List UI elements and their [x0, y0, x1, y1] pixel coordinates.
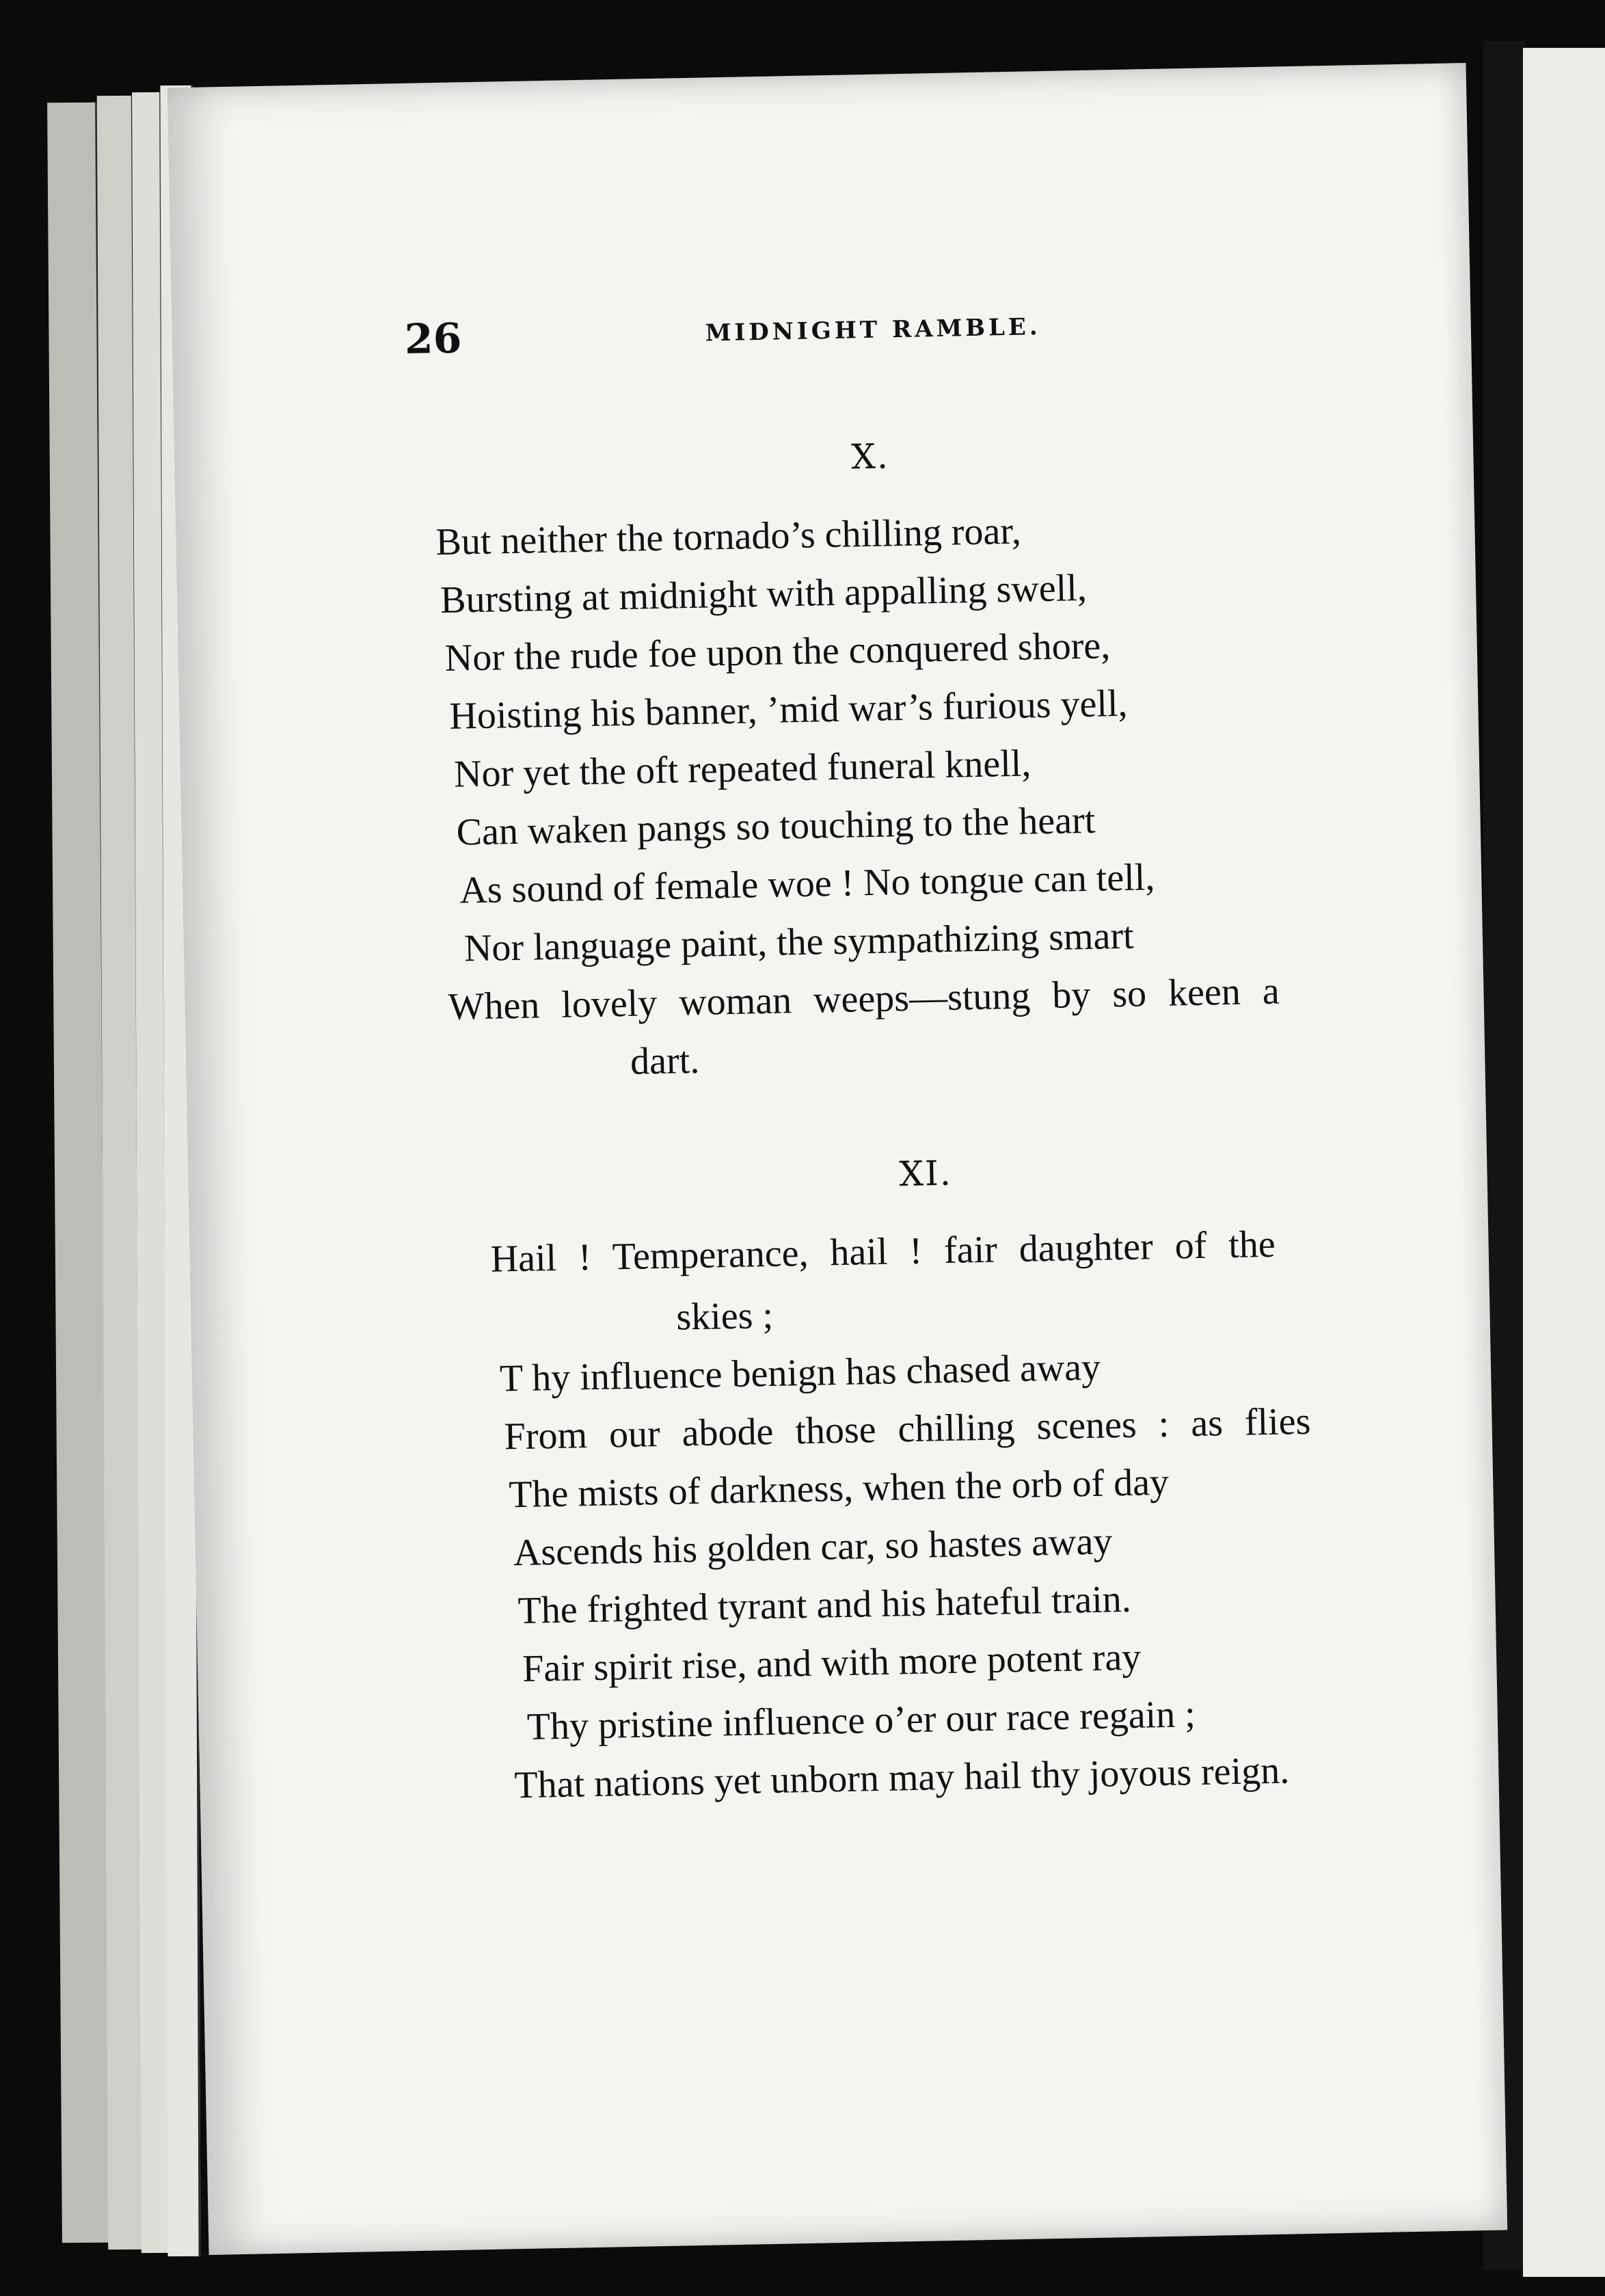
page-number: 26: [404, 315, 463, 364]
stanza-numeral: X.: [850, 436, 890, 477]
poem-line: Bursting at midnight with appalling swell,: [440, 566, 1088, 622]
poem-line: But neither the tornado’s chilling roar,: [435, 509, 1022, 564]
poem-line: That nations yet unborn may hail thy joyous reign.: [513, 1749, 1290, 1807]
poem-line-continuation: skies ;: [675, 1294, 774, 1339]
poem-line: From our abode those chilling scenes : as flies: [504, 1400, 1311, 1458]
poem-line: Hail ! Temperance, hail ! fair daughter of the: [490, 1223, 1276, 1281]
poem-line: Nor language paint, the sympathizing smart: [463, 914, 1135, 970]
poem-line: Nor yet the oft repeated funeral knell,: [453, 742, 1031, 796]
poem-line: Fair spirit rise, and with more potent ray: [522, 1636, 1142, 1690]
stanza-numeral: XI.: [898, 1153, 953, 1194]
poem-line-continuation: dart.: [630, 1039, 700, 1083]
running-head: [404, 298, 1321, 371]
poem-line: Ascends his golden car, so hastes away: [513, 1520, 1113, 1575]
poem-line: Can waken pangs so touching to the heart: [456, 799, 1096, 854]
poem-line: When lovely woman weeps—stung by so keen a: [448, 970, 1280, 1028]
poem-line: Nor the rude foe upon the conquered shore,: [444, 624, 1111, 680]
poem-line: Thy pristine influence o’er our race regain ;: [526, 1693, 1196, 1748]
poem-line: Hoisting his banner, ’mid war’s furious yell,: [448, 682, 1129, 738]
opposite-page-edge: [1523, 48, 1605, 2277]
poem-line: T hy influence benign has chased away: [499, 1346, 1101, 1400]
running-title: MIDNIGHT RAMBLE.: [705, 313, 1042, 347]
poem-line: The frighted tyrant and his hateful train.: [517, 1577, 1132, 1633]
poem-line: As sound of female woe ! No tongue can tell,: [459, 856, 1155, 912]
book-page: [167, 63, 1508, 2255]
poem-line: The mists of darkness, when the orb of day: [508, 1460, 1170, 1517]
